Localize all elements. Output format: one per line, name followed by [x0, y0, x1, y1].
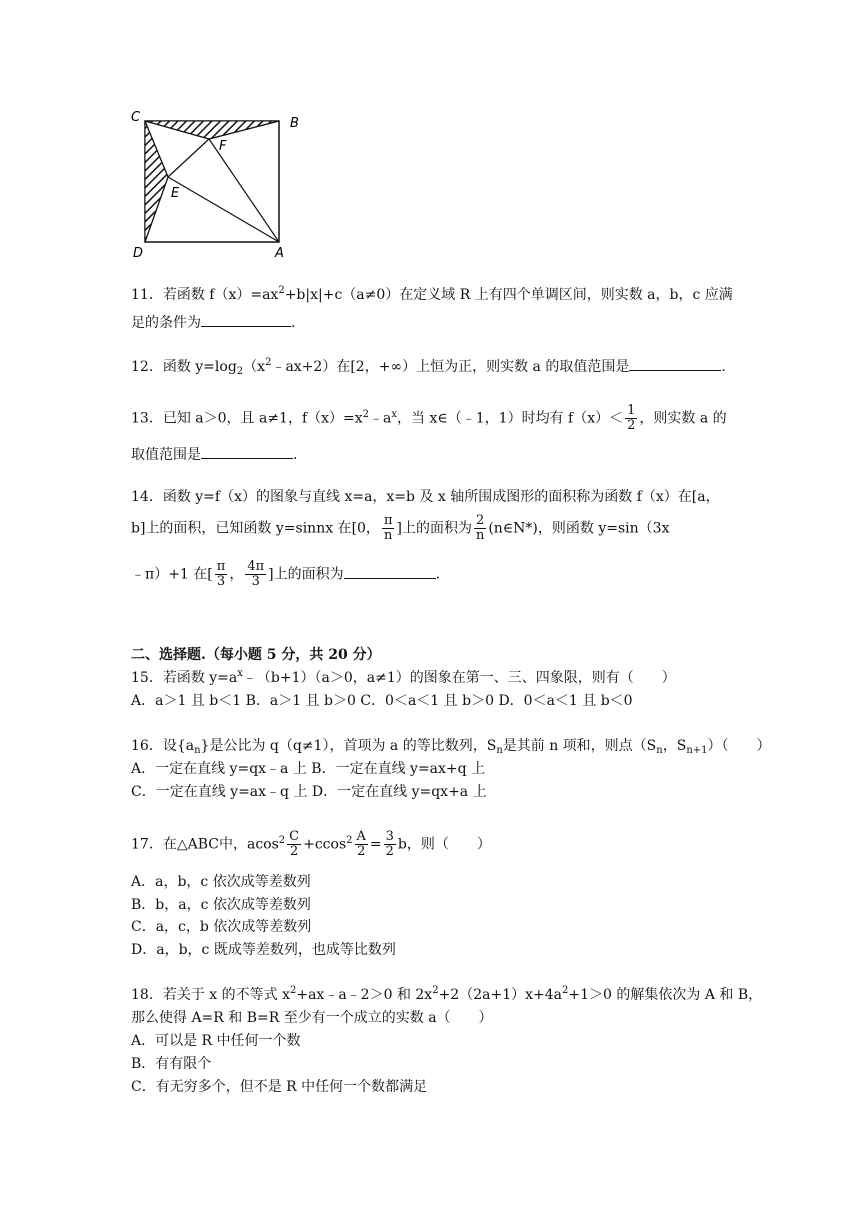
question-number: 16．: [131, 738, 163, 754]
question-12: 12．函数 $y=\log_2(x^2﹣ax+2)$在[2，+∞）上恒为正，则实数 a 的取值范围是 .: [131, 357, 726, 377]
answer-blank[interactable]: [629, 356, 721, 371]
question-number: 13．: [131, 410, 163, 427]
shaded-region-top: [145, 121, 279, 139]
question-number: 12．: [131, 359, 163, 375]
question-13-line-2: 取值范围是 .: [131, 444, 297, 464]
question-number: 15．: [131, 670, 163, 686]
question-number: 17．: [131, 836, 163, 853]
fraction-one-half: $\frac{1}{2}$: [627, 403, 636, 433]
label-C: C: [131, 110, 141, 125]
question-18-option-c[interactable]: C．有无穷多个，但不是 R 中任何一个数都满足: [131, 1079, 428, 1095]
question-17-option-b[interactable]: B．b，a，c 依次成等差数列: [131, 897, 311, 913]
question-18-option-a[interactable]: A．可以是 R 中任何一个数: [131, 1033, 301, 1049]
label-D: D: [133, 246, 144, 261]
question-17: 17．在△ABC中，acos$^2$ $\frac{C}{2}$ +ccos$^2$ $\frac{A}{2}$ = $\frac{3}{2}$ b，则（ ）: [131, 829, 491, 859]
question-15-options[interactable]: A．a＞1 且 b＜1 B．a＞1 且 b＞0 C．0＜a＜1 且 b＞0 D．0＜a＜1 且 b＜0: [131, 693, 633, 709]
question-18-option-b[interactable]: B．有有限个: [131, 1056, 212, 1072]
label-F: F: [219, 139, 227, 154]
question-11-line-1: 11．若函数 $f(x)=ax^2+b|x|+c(a\ne 0)$在定义域 R 上有四个单调区间，则实数 a，b，c 应满: [131, 285, 733, 303]
question-16-options-ab[interactable]: A．一定在直线 y=qx﹣a 上 B．一定在直线 y=ax+q 上: [131, 761, 486, 777]
question-11-line-2: 足的条件为 .: [131, 312, 295, 332]
answer-blank[interactable]: [201, 312, 291, 327]
question-17-option-d[interactable]: D．a，b，c 既成等差数列，也成等比数列: [131, 942, 396, 958]
question-13-line-1: 13．已知 a＞0，且 a≠1，$f(x)=x^2﹣a^x$，当 x∈（﹣1，1）时均有 f（x）＜ $\frac{1}{2}$ ，则实数 a 的: [131, 403, 727, 433]
question-16-options-cd[interactable]: C．一定在直线 y=ax﹣q 上 D．一定在直线 y=qx+a 上: [131, 784, 487, 800]
answer-blank[interactable]: [201, 444, 293, 459]
geometry-figure: [125, 105, 315, 265]
question-17-option-c[interactable]: C．a，c，b 依次成等差数列: [131, 919, 312, 935]
question-16: 16．设$\{a_n\}$是公比为 q（q≠1），首项为 a 的等比数列，$S_n$是其前 n 项和，则点（$S_n$，$S_{n+1}$）（ ）: [131, 738, 771, 756]
label-A: A: [275, 246, 284, 261]
shaded-region-left: [145, 121, 168, 242]
label-E: E: [171, 186, 180, 201]
question-14-line-3: ﹣π）+1 在[ $\frac{\pi}{3}$ ， $\frac{4\pi}{3}$ ]上的面积为 .: [131, 559, 441, 589]
section-title: 二、选择题.（每小题 5 分，共 20 分）: [131, 647, 381, 663]
question-18-line-2: 那么使得 A=R 和 B=R 至少有一个成立的实数 a（ ）: [131, 1010, 493, 1026]
question-number: 11．: [131, 287, 163, 303]
answer-blank[interactable]: [344, 564, 436, 579]
label-B: B: [290, 116, 299, 131]
question-17-option-a[interactable]: A．a，b，c 依次成等差数列: [131, 874, 311, 890]
question-number: 18．: [131, 987, 163, 1003]
question-18-line-1: 18．若关于 x 的不等式 $x^2+ax﹣a﹣2>0$ 和 $2x^2+2(2a+1)x+4a^2+1>0$ 的解集依次为 A 和 B，: [131, 985, 763, 1003]
question-15: 15．若函数 $y=a^x﹣(b+1)(a>0$，a≠1）的图象在第一、三、四象限，则有（ ）: [131, 668, 676, 686]
question-number: 14．: [131, 489, 163, 505]
question-14-line-2: b]上的面积，已知函数 y=sinnx 在[0， $\frac{\pi}{n}$ ]上的面积为 $\frac{2}{n}$ (n∈N*)，则函数 y=sin（3x: [131, 513, 670, 543]
question-14-line-1: 14．函数 y=f（x）的图象与直线 x=a，x=b 及 x 轴所围成图形的面积称为函数 f（x）在[a，: [131, 489, 720, 505]
